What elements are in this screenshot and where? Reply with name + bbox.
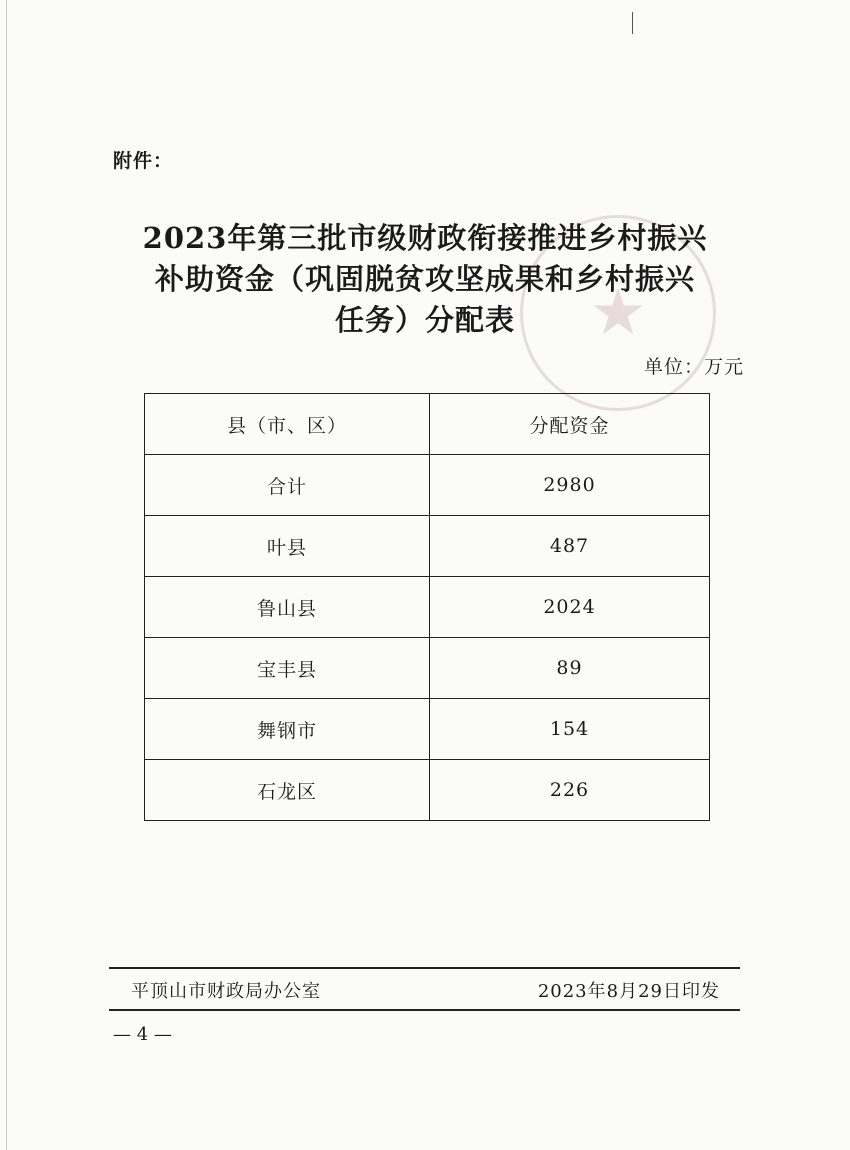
county-cell: 宝丰县: [145, 638, 430, 699]
table-row: [145, 638, 710, 699]
page-number: — 4 —: [113, 1024, 172, 1045]
table-row: [145, 516, 710, 577]
title-line: 任务）分配表: [334, 303, 515, 337]
table-row: [145, 699, 710, 760]
table-row: [145, 760, 710, 821]
county-cell: 叶县: [145, 516, 430, 577]
footer-divider-bottom: [109, 1009, 740, 1011]
funds-cell: 226: [430, 760, 710, 821]
table-row: [145, 577, 710, 638]
county-cell: 合计: [145, 455, 430, 516]
county-cell: 鲁山县: [145, 577, 430, 638]
funds-cell: 154: [430, 699, 710, 760]
footer-divider-top: [109, 967, 740, 969]
unit-label: 单位：万元: [643, 356, 744, 378]
document-title: [100, 218, 750, 341]
page-edge: [6, 0, 7, 1150]
scan-mark: [632, 12, 633, 34]
funds-cell: 2024: [430, 577, 710, 638]
star-icon: ★: [589, 276, 647, 350]
table-row: [145, 455, 710, 516]
funds-cell: 487: [430, 516, 710, 577]
county-cell: 石龙区: [145, 760, 430, 821]
column-header-funds: 分配资金: [430, 394, 710, 455]
title-line: 2023年第三批市级财政衔接推进乡村振兴: [142, 221, 708, 255]
table-header-row: [145, 394, 710, 455]
issuing-office: 平顶山市财政局办公室: [131, 981, 321, 1002]
funds-cell: 89: [430, 638, 710, 699]
title-line: 补助资金（巩固脱贫攻坚成果和乡村振兴: [154, 262, 695, 296]
funds-cell: 2980: [430, 455, 710, 516]
attachment-label: 附件：: [113, 150, 174, 172]
issue-date: 2023年8月29日印发: [537, 981, 720, 1002]
county-cell: 舞钢市: [145, 699, 430, 760]
allocation-table: [144, 393, 710, 821]
column-header-county: 县（市、区）: [145, 394, 430, 455]
